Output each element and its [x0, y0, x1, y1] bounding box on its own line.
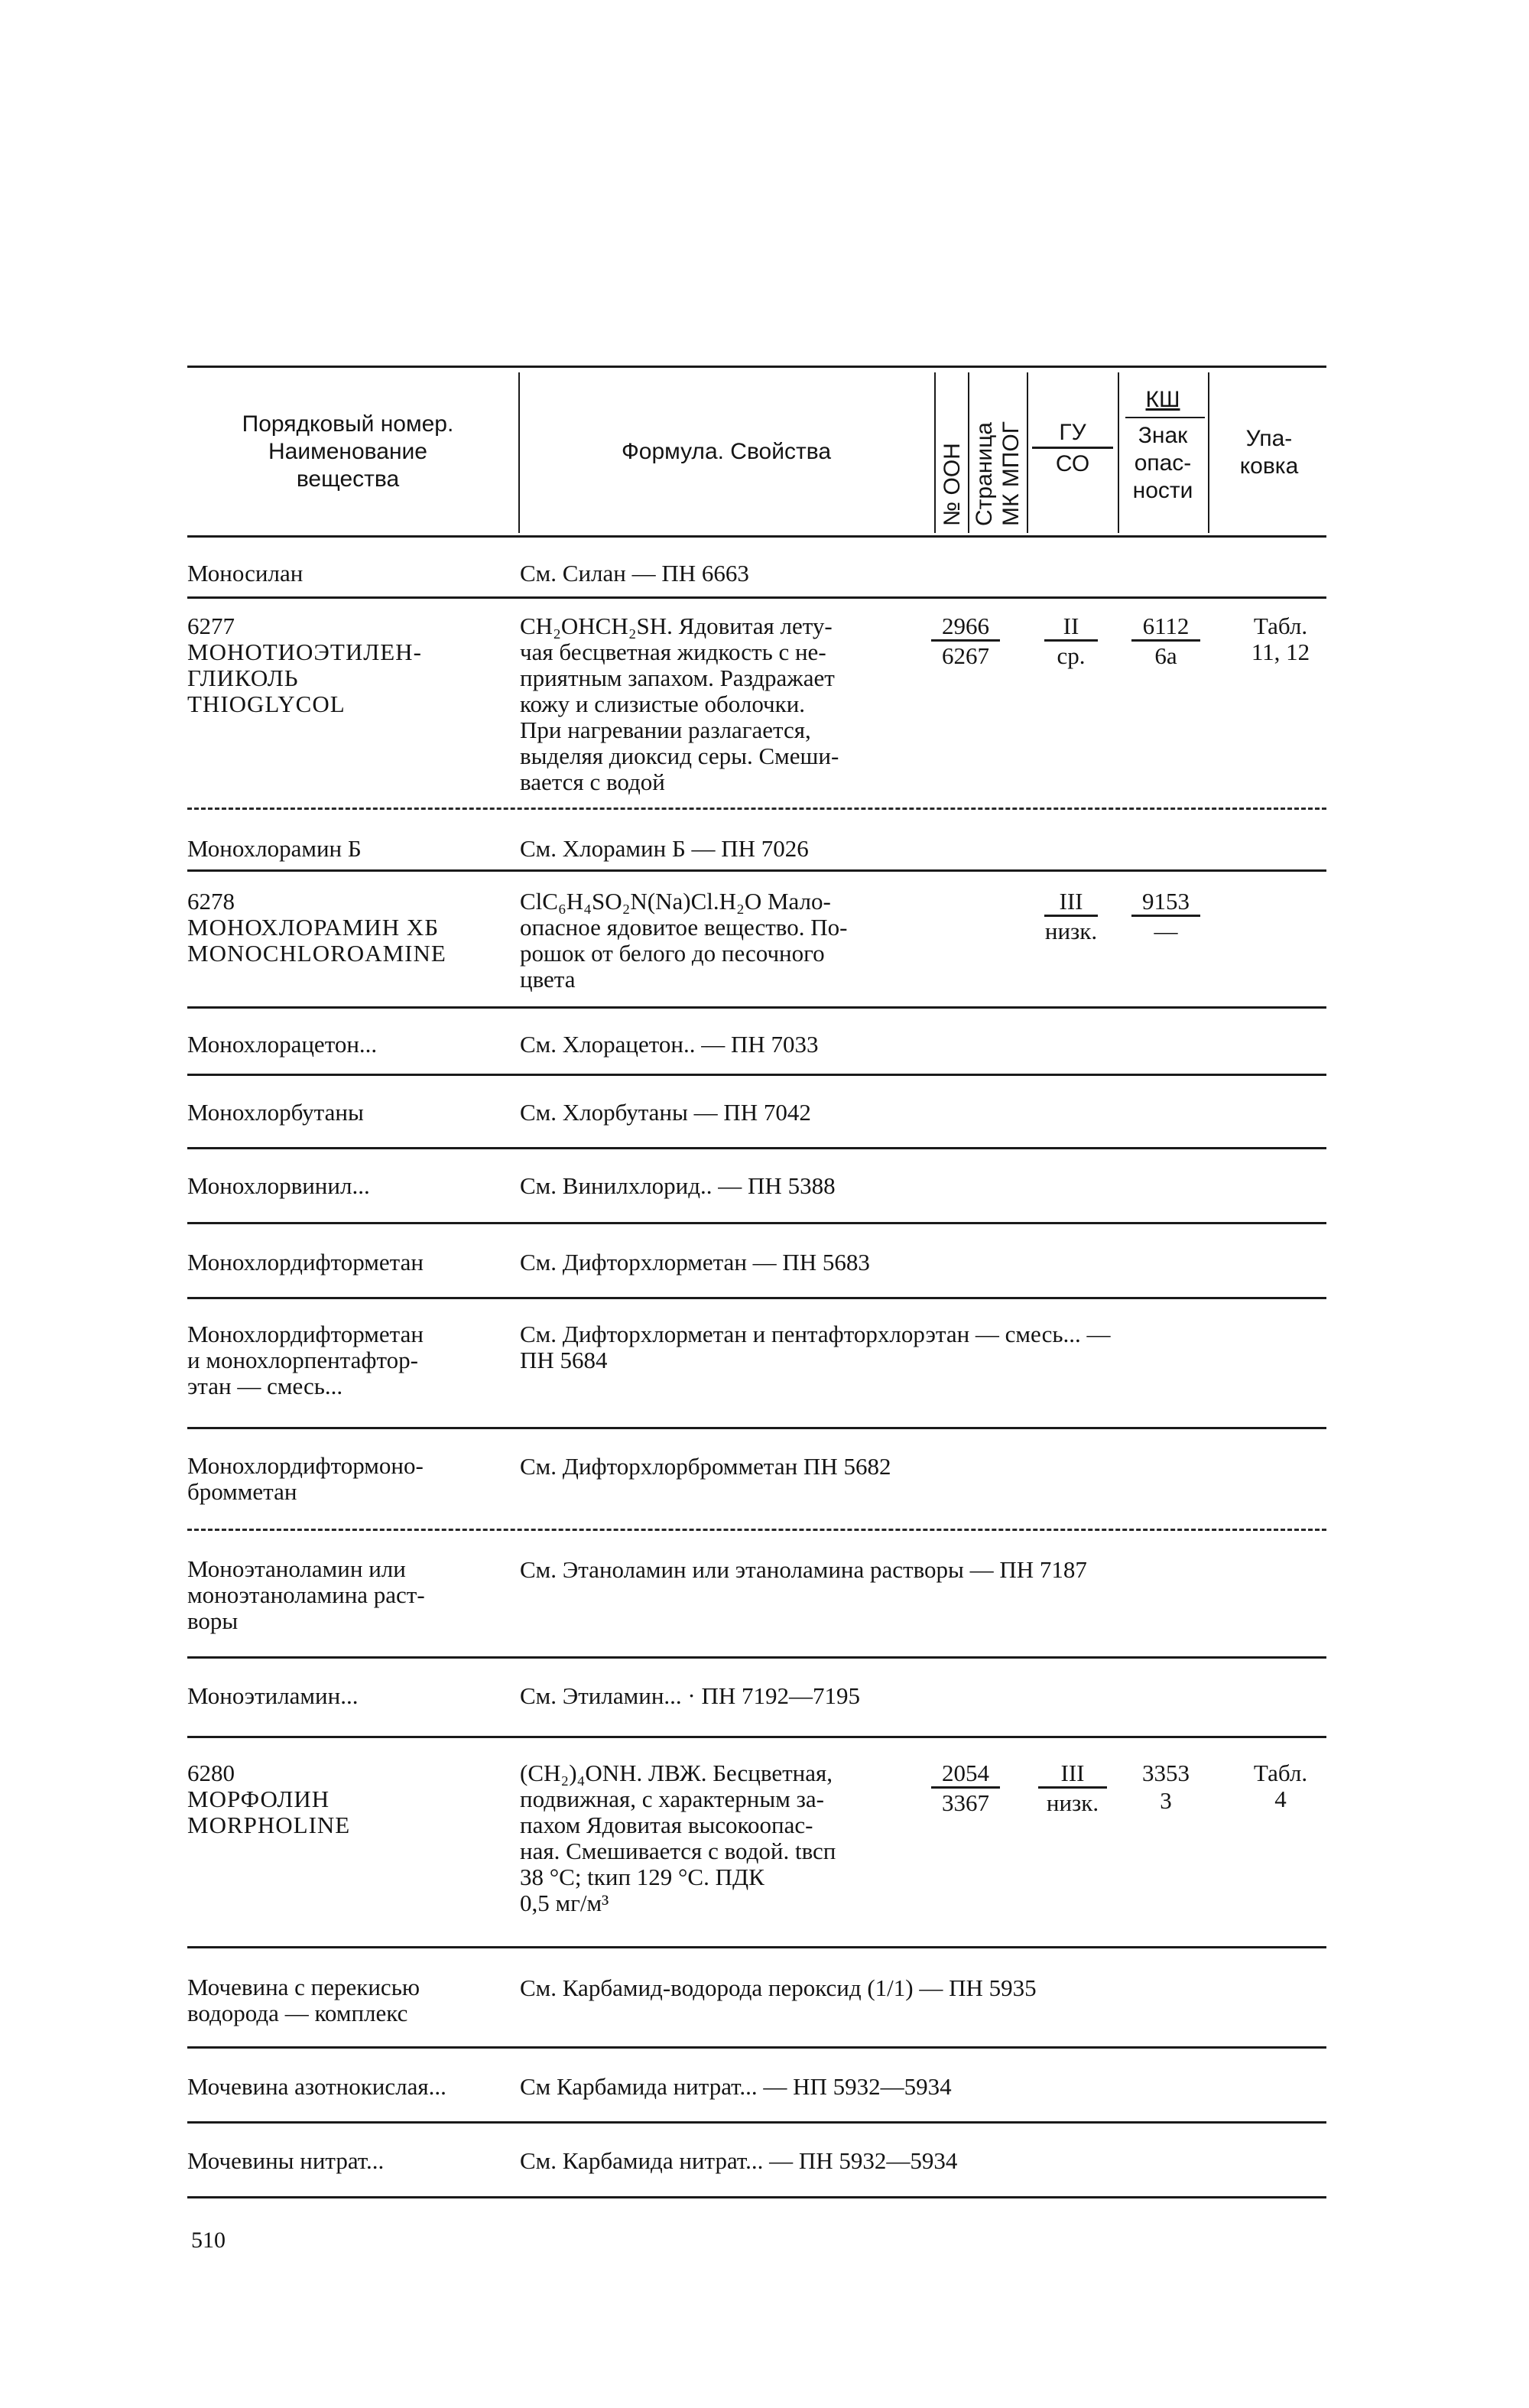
row-rule — [187, 808, 1326, 810]
page-number: 510 — [191, 2228, 226, 2253]
cross-ref-name: Монохлордифторметан и монохлорпентафтор- этан — смесь... — [187, 1321, 424, 1399]
row-rule — [187, 1147, 1326, 1149]
row-rule — [187, 596, 1326, 599]
header-col-un-number: № ООН — [940, 443, 965, 526]
header-separator — [518, 372, 520, 533]
substance-entry: 6278 МОНОХЛОРАМИН ХБ MONOCHLOROAMINE — [187, 888, 446, 967]
cross-ref-target: См. Дифторхлорметан — ПН 5683 — [520, 1249, 870, 1275]
cross-ref-name: Моносилан — [187, 560, 304, 587]
un-number-fraction: $\frac{2054}{3367}$ — [931, 1760, 1000, 1816]
cross-ref-target: См. Карбамида нитрат... — ПН 5932—5934 — [520, 2147, 958, 2174]
packing-ref: Табл. 11, 12 — [1251, 613, 1310, 665]
gu-co-fraction: III низк. — [1038, 1760, 1107, 1816]
row-rule — [187, 1427, 1326, 1429]
cross-ref-target: См. Дифторхлорбромметан ПН 5682 — [520, 1453, 891, 1480]
cross-ref-name: Мочевины нитрат... — [187, 2147, 385, 2174]
header-separator — [934, 372, 936, 533]
cross-ref-name: Мочевина азотнокислая... — [187, 2073, 446, 2100]
substance-entry: 6280 МОРФОЛИН MORPHOLINE — [187, 1760, 351, 1838]
header-separator — [1027, 372, 1028, 533]
row-rule — [187, 1006, 1326, 1009]
row-rule — [187, 1946, 1326, 1948]
header-ksh-divider — [1125, 417, 1205, 418]
header-col-properties: Формула. Свойства — [621, 439, 832, 464]
row-rule — [187, 1529, 1326, 1531]
header-col-name: Порядковый номер. Наименование вещества — [242, 411, 454, 492]
row-rule — [187, 2196, 1326, 2198]
row-rule — [187, 1656, 1326, 1659]
gu-co-fraction: III низк. — [1044, 888, 1098, 944]
cross-ref-name: Монохлорамин Б — [187, 835, 362, 862]
row-rule — [187, 1222, 1326, 1224]
cross-ref-target: См. Этаноламин или этаноламина растворы — ПН 7187 — [520, 1556, 1087, 1583]
cross-ref-target: См. Этиламин... · ПН 7192—7195 — [520, 1682, 861, 1709]
row-rule — [187, 1736, 1326, 1738]
cross-ref-target: См. Хлорбутаны — ПН 7042 — [520, 1099, 811, 1126]
cross-ref-target: См Карбамида нитрат... — НП 5932—5934 — [520, 2073, 952, 2100]
cross-ref-name: Монохлорвинил... — [187, 1172, 370, 1199]
header-col-packing: Упа- ковка — [1239, 426, 1299, 479]
cross-ref-target: См. Хлорацетон.. — ПН 7033 — [520, 1031, 819, 1058]
header-col-sign: Знак опас- ности — [1132, 423, 1193, 503]
substance-properties: CH₂OHCH₂SH. Ядовитая лету- чая бесцветная жидкость с не- приятным запахом. Раздражает кожу и слизистые оболочки. При нагревании разлагается, выделяя диоксид серы. Смеши- вается с водой — [520, 613, 839, 795]
header-separator — [968, 372, 969, 533]
cross-ref-name: Монохлордифтормоно- бромметан — [187, 1452, 424, 1505]
cross-ref-target: См. Дифторхлорметан и пентафторхлорэтан — смесь... — ПН 5684 — [520, 1321, 1111, 1373]
gu-co-fraction: II ср. — [1044, 613, 1098, 669]
cross-ref-name: Монохлорбутаны — [187, 1099, 364, 1126]
cross-ref-name: Мочевина с перекисью водорода — комплекс — [187, 1974, 420, 2026]
cross-ref-target: См. Винилхлорид.. — ПН 5388 — [520, 1172, 836, 1199]
row-rule — [187, 869, 1326, 872]
un-number-fraction: $\frac{2966}{6267}$ — [931, 613, 1000, 669]
header-col-gu-co: ГУ СО — [1032, 419, 1113, 478]
header-top-rule — [187, 366, 1326, 368]
cross-ref-name: Моноэтиламин... — [187, 1682, 359, 1709]
packing-ref: Табл. 4 — [1253, 1760, 1308, 1812]
hazard-sign-fraction: 3353 3 — [1142, 1760, 1190, 1814]
row-rule — [187, 1074, 1326, 1076]
header-col-ksh: КШ — [1145, 387, 1180, 412]
row-rule — [187, 2121, 1326, 2124]
hazard-sign-fraction: 9153 — — [1131, 889, 1200, 944]
cross-ref-name: Монохлордифторметан — [187, 1249, 424, 1275]
substance-properties: ClC₆H₄SO₂N(Na)Cl.H₂O Мало- опасное ядовитое вещество. По- рошок от белого до песочного цвета — [520, 888, 848, 993]
substance-properties: (CH₂)₄ONH. ЛВЖ. Бесцветная, подвижная, с характерным за- пахом Ядовитая высокоопас- ная. Смешивается с водой. tвсп 38 °С; tкип 129 °С. ПДК 0,5 мг/м³ — [520, 1760, 836, 1916]
header-bottom-rule — [187, 535, 1326, 538]
cross-ref-target: См. Хлорамин Б — ПН 7026 — [520, 835, 809, 862]
row-rule — [187, 2046, 1326, 2049]
hazard-sign-fraction: 6112 6а — [1131, 613, 1200, 669]
substance-entry: 6277 МОНОТИОЭТИЛЕН- ГЛИКОЛЬ THIOGLYCOL — [187, 613, 422, 717]
cross-ref-name: Монохлорацетон... — [187, 1031, 378, 1058]
row-rule — [187, 1297, 1326, 1299]
header-col-page-b: МК МПОГ — [998, 421, 1024, 526]
header-separator — [1208, 372, 1209, 533]
cross-ref-target: См. Карбамид-водорода пероксид (1/1) — ПН 5935 — [520, 1974, 1037, 2001]
cross-ref-target: См. Силан — ПН 6663 — [520, 560, 749, 587]
header-col-page-a: Страница — [972, 422, 997, 526]
header-separator — [1118, 372, 1119, 533]
cross-ref-name: Моноэтаноламин или моноэтаноламина раст- воры — [187, 1555, 425, 1634]
